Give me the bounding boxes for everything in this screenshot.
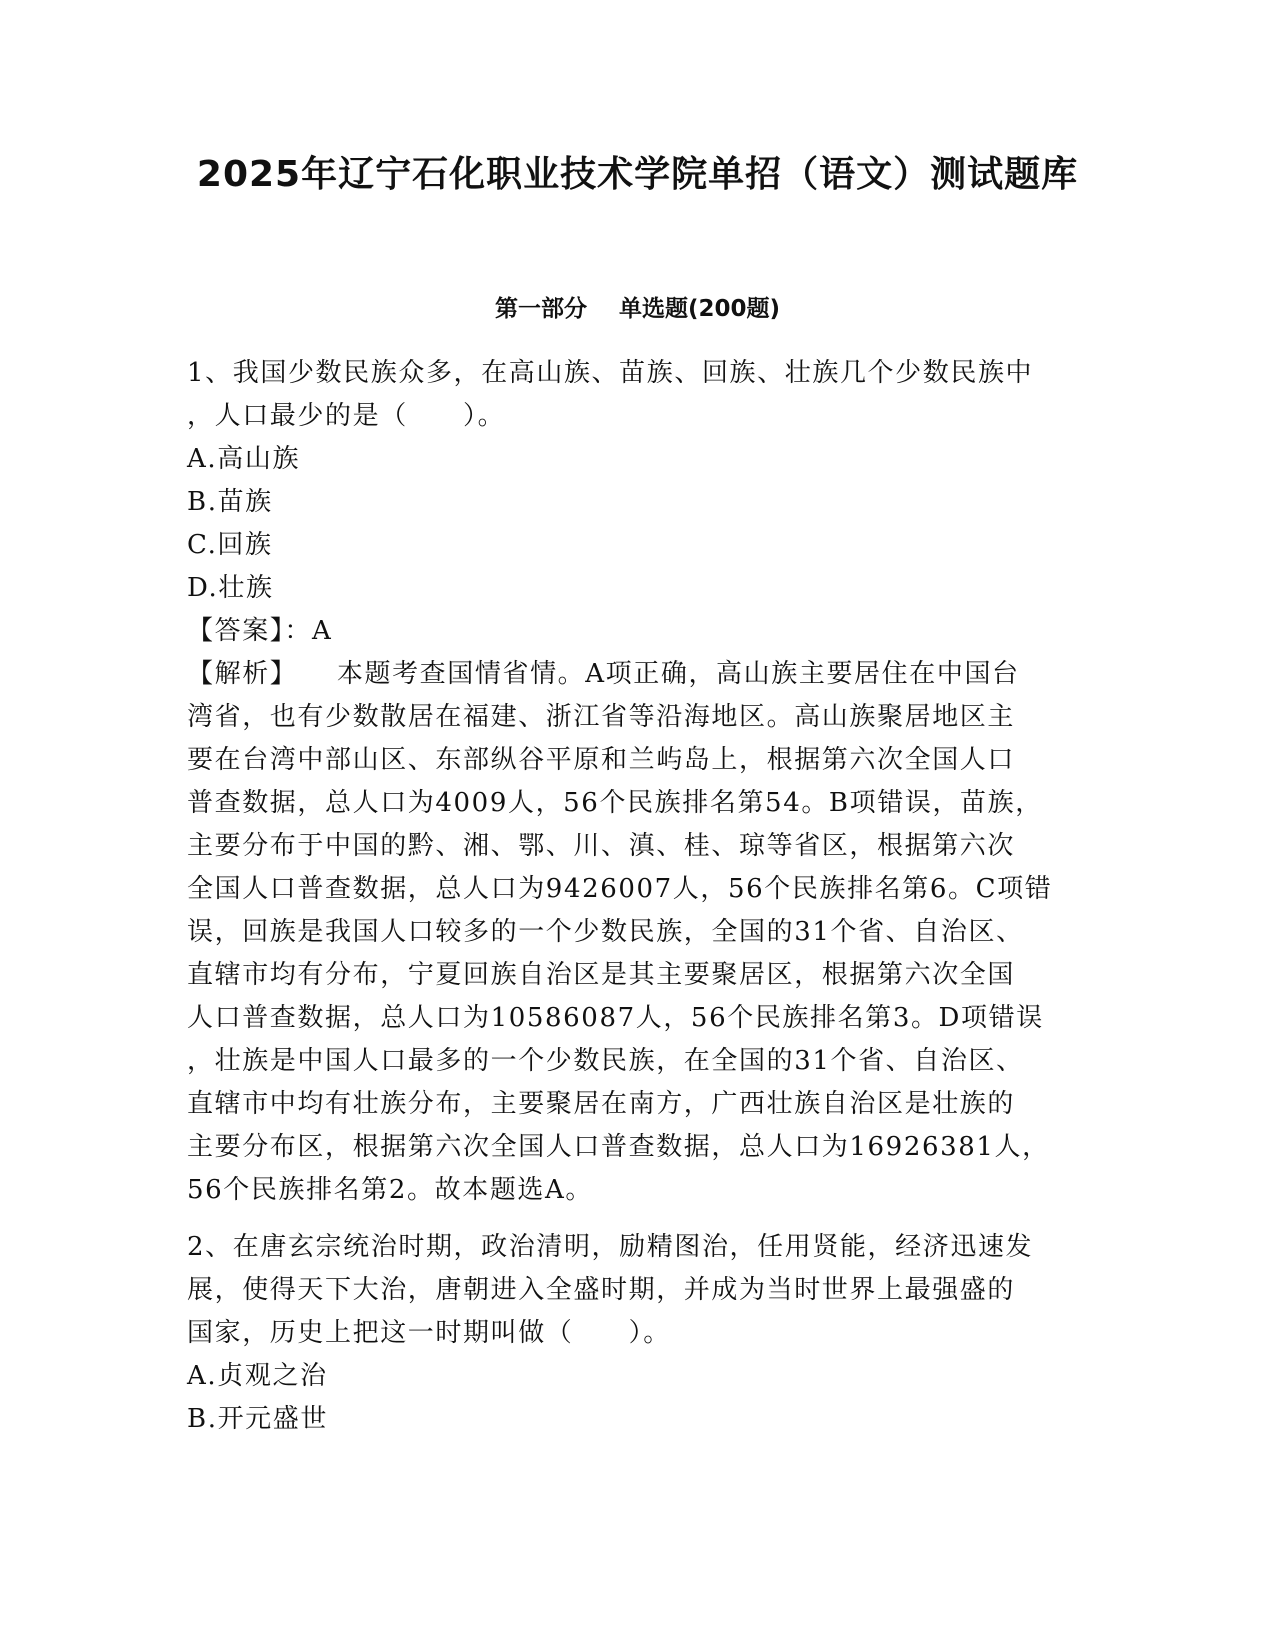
question-stem-line: 1、我国少数民族众多，在高山族、苗族、回族、壮族几个少数民族中	[187, 358, 1034, 388]
analysis-line: 误，回族是我国人口较多的一个少数民族，全国的31个省、自治区、	[187, 917, 1024, 947]
option-a: A.贞观之治	[187, 1361, 328, 1391]
analysis-line: 人口普查数据，总人口为10586087人，56个民族排名第3。D项错误	[187, 1003, 1044, 1033]
analysis-line: 全国人口普查数据，总人口为9426007人，56个民族排名第6。C项错	[187, 874, 1053, 904]
document-title: 2025年辽宁石化职业技术学院单招（语文）测试题库	[196, 154, 1079, 195]
question-separator	[187, 1212, 1087, 1226]
option-a: A.高山族	[187, 444, 301, 474]
option-b: B.开元盛世	[187, 1404, 328, 1434]
question-1	[187, 352, 1087, 1212]
question-list	[187, 352, 1087, 1441]
option-c: C.回族	[187, 530, 273, 560]
analysis-line: 湾省，也有少数散居在福建、浙江省等沿海地区。高山族聚居地区主	[187, 702, 1016, 732]
analysis-line: 普查数据，总人口为4009人，56个民族排名第54。B项错误，苗族，	[187, 788, 1043, 818]
question-stem-line: 2、在唐玄宗统治时期，政治清明，励精图治，任用贤能，经济迅速发	[187, 1232, 1034, 1262]
option-d: D.壮族	[187, 573, 274, 603]
analysis-first-line	[187, 653, 1087, 696]
analysis-line: 56个民族排名第2。故本题选A。	[187, 1175, 594, 1205]
analysis-line: 要在台湾中部山区、东部纵谷平原和兰屿岛上，根据第六次全国人口	[187, 745, 1016, 775]
question-stem-line: 展，使得天下大治，唐朝进入全盛时期，并成为当时世界上最强盛的	[187, 1275, 1016, 1305]
analysis-line: 直辖市均有分布，宁夏回族自治区是其主要聚居区，根据第六次全国	[187, 960, 1016, 990]
answer-line: 【答案】：A	[187, 616, 333, 646]
analysis-text: 本题考查国情省情。A项正确，高山族主要居住在中国台	[336, 659, 1020, 689]
question-stem-line: 国家，历史上把这一时期叫做（ ）。	[187, 1318, 671, 1348]
question-stem-line: ，人口最少的是（ ）。	[187, 401, 506, 431]
section-title: 第一部分 单选题(200题)	[494, 296, 781, 322]
analysis-line: ，壮族是中国人口最多的一个少数民族，在全国的31个省、自治区、	[187, 1046, 1024, 1076]
analysis-line: 直辖市中均有壮族分布，主要聚居在南方，广西壮族自治区是壮族的	[187, 1089, 1016, 1119]
question-2	[187, 1226, 1087, 1441]
option-b: B.苗族	[187, 487, 273, 517]
analysis-line: 主要分布区，根据第六次全国人口普查数据，总人口为16926381人，	[187, 1132, 1050, 1162]
analysis-line: 主要分布于中国的黔、湘、鄂、川、滇、桂、琼等省区，根据第六次	[187, 831, 1016, 861]
analysis-label: 【解析】	[187, 659, 298, 689]
